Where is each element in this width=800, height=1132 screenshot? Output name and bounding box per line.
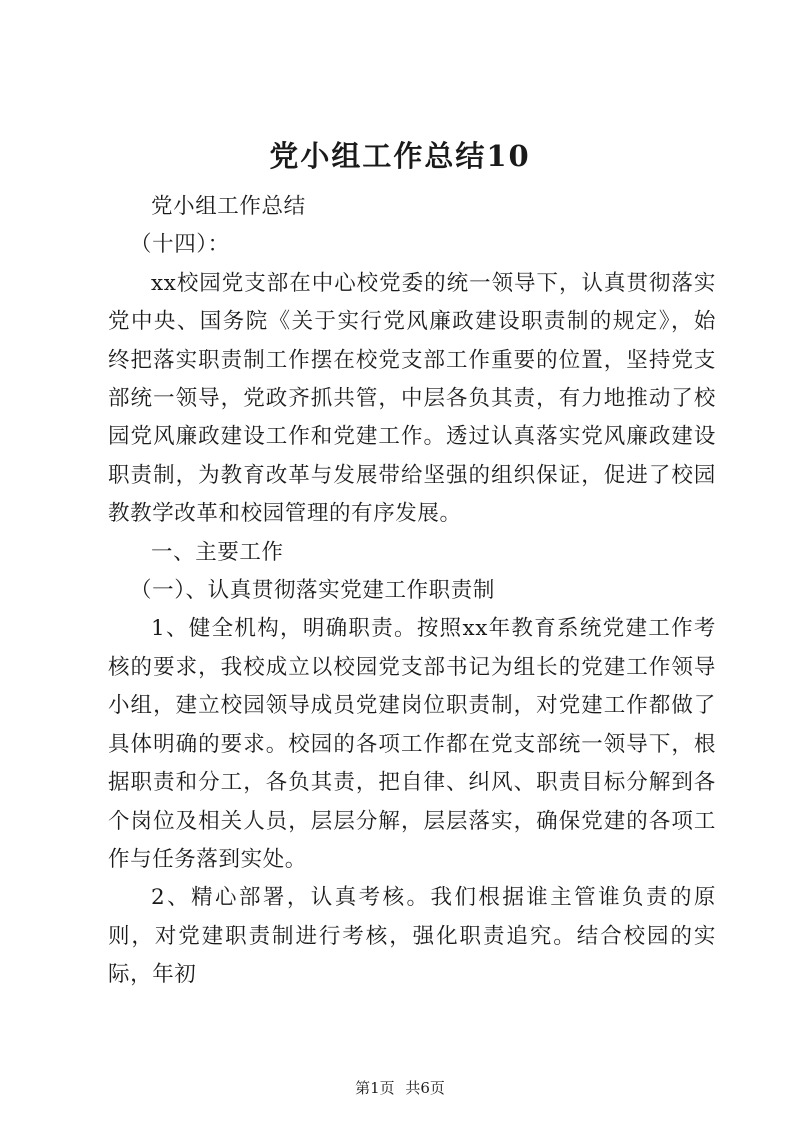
document-title: 党小组工作总结10 [269,139,531,173]
heading-main-work: 一、主要工作 [151,539,284,565]
section-number-paragraph: （十四）： [130,232,230,258]
page-total: 共6页 [405,1079,445,1097]
subheading-responsibility: （一）、认真贯彻落实党建工作职责制 [130,578,495,604]
subtitle-paragraph: 党小组工作总结 [151,194,306,219]
page-number: 第1页 [355,1079,395,1097]
item-1-paragraph: 1、健全机构，明确职责。按照xx年教育系统党建工作考核的要求，我校成立以校园党支部书记为组长的党建工作领导小组，建立校园领导成员党建岗位职责制，对党建工作都做了具体明确的要求。校园的各项工作都在党支部统一领导下，根据职责和分工，各负其责，把自律、纠风、职责目标分解到各个岗位及相关人员，层层分解，层层落实，确保党建的各项工作与任务落到实处。 [108,616,716,872]
document-body [108,188,716,995]
intro-paragraph: xx校园党支部在中心校党委的统一领导下，认真贯彻落实党中央、国务院《关于实行党风廉政建设职责制的规定》，始终把落实职责制工作摆在校党支部工作重要的位置，坚持党支部统一领导，党政齐抓共管，中层各负其责，有力地推动了校园党风廉政建设工作和党建工作。透过认真落实党风廉政建设职责制，为教育改革与发展带给坚强的组织保证，促进了校园教教学改革和校园管理的有序发展。 [108,270,716,527]
page-footer [0,1078,800,1098]
item-2-paragraph: 2、精心部署，认真考核。我们根据谁主管谁负责的原则，对党建职责制进行考核，强化职责追究。结合校园的实际，年初 [108,885,716,988]
